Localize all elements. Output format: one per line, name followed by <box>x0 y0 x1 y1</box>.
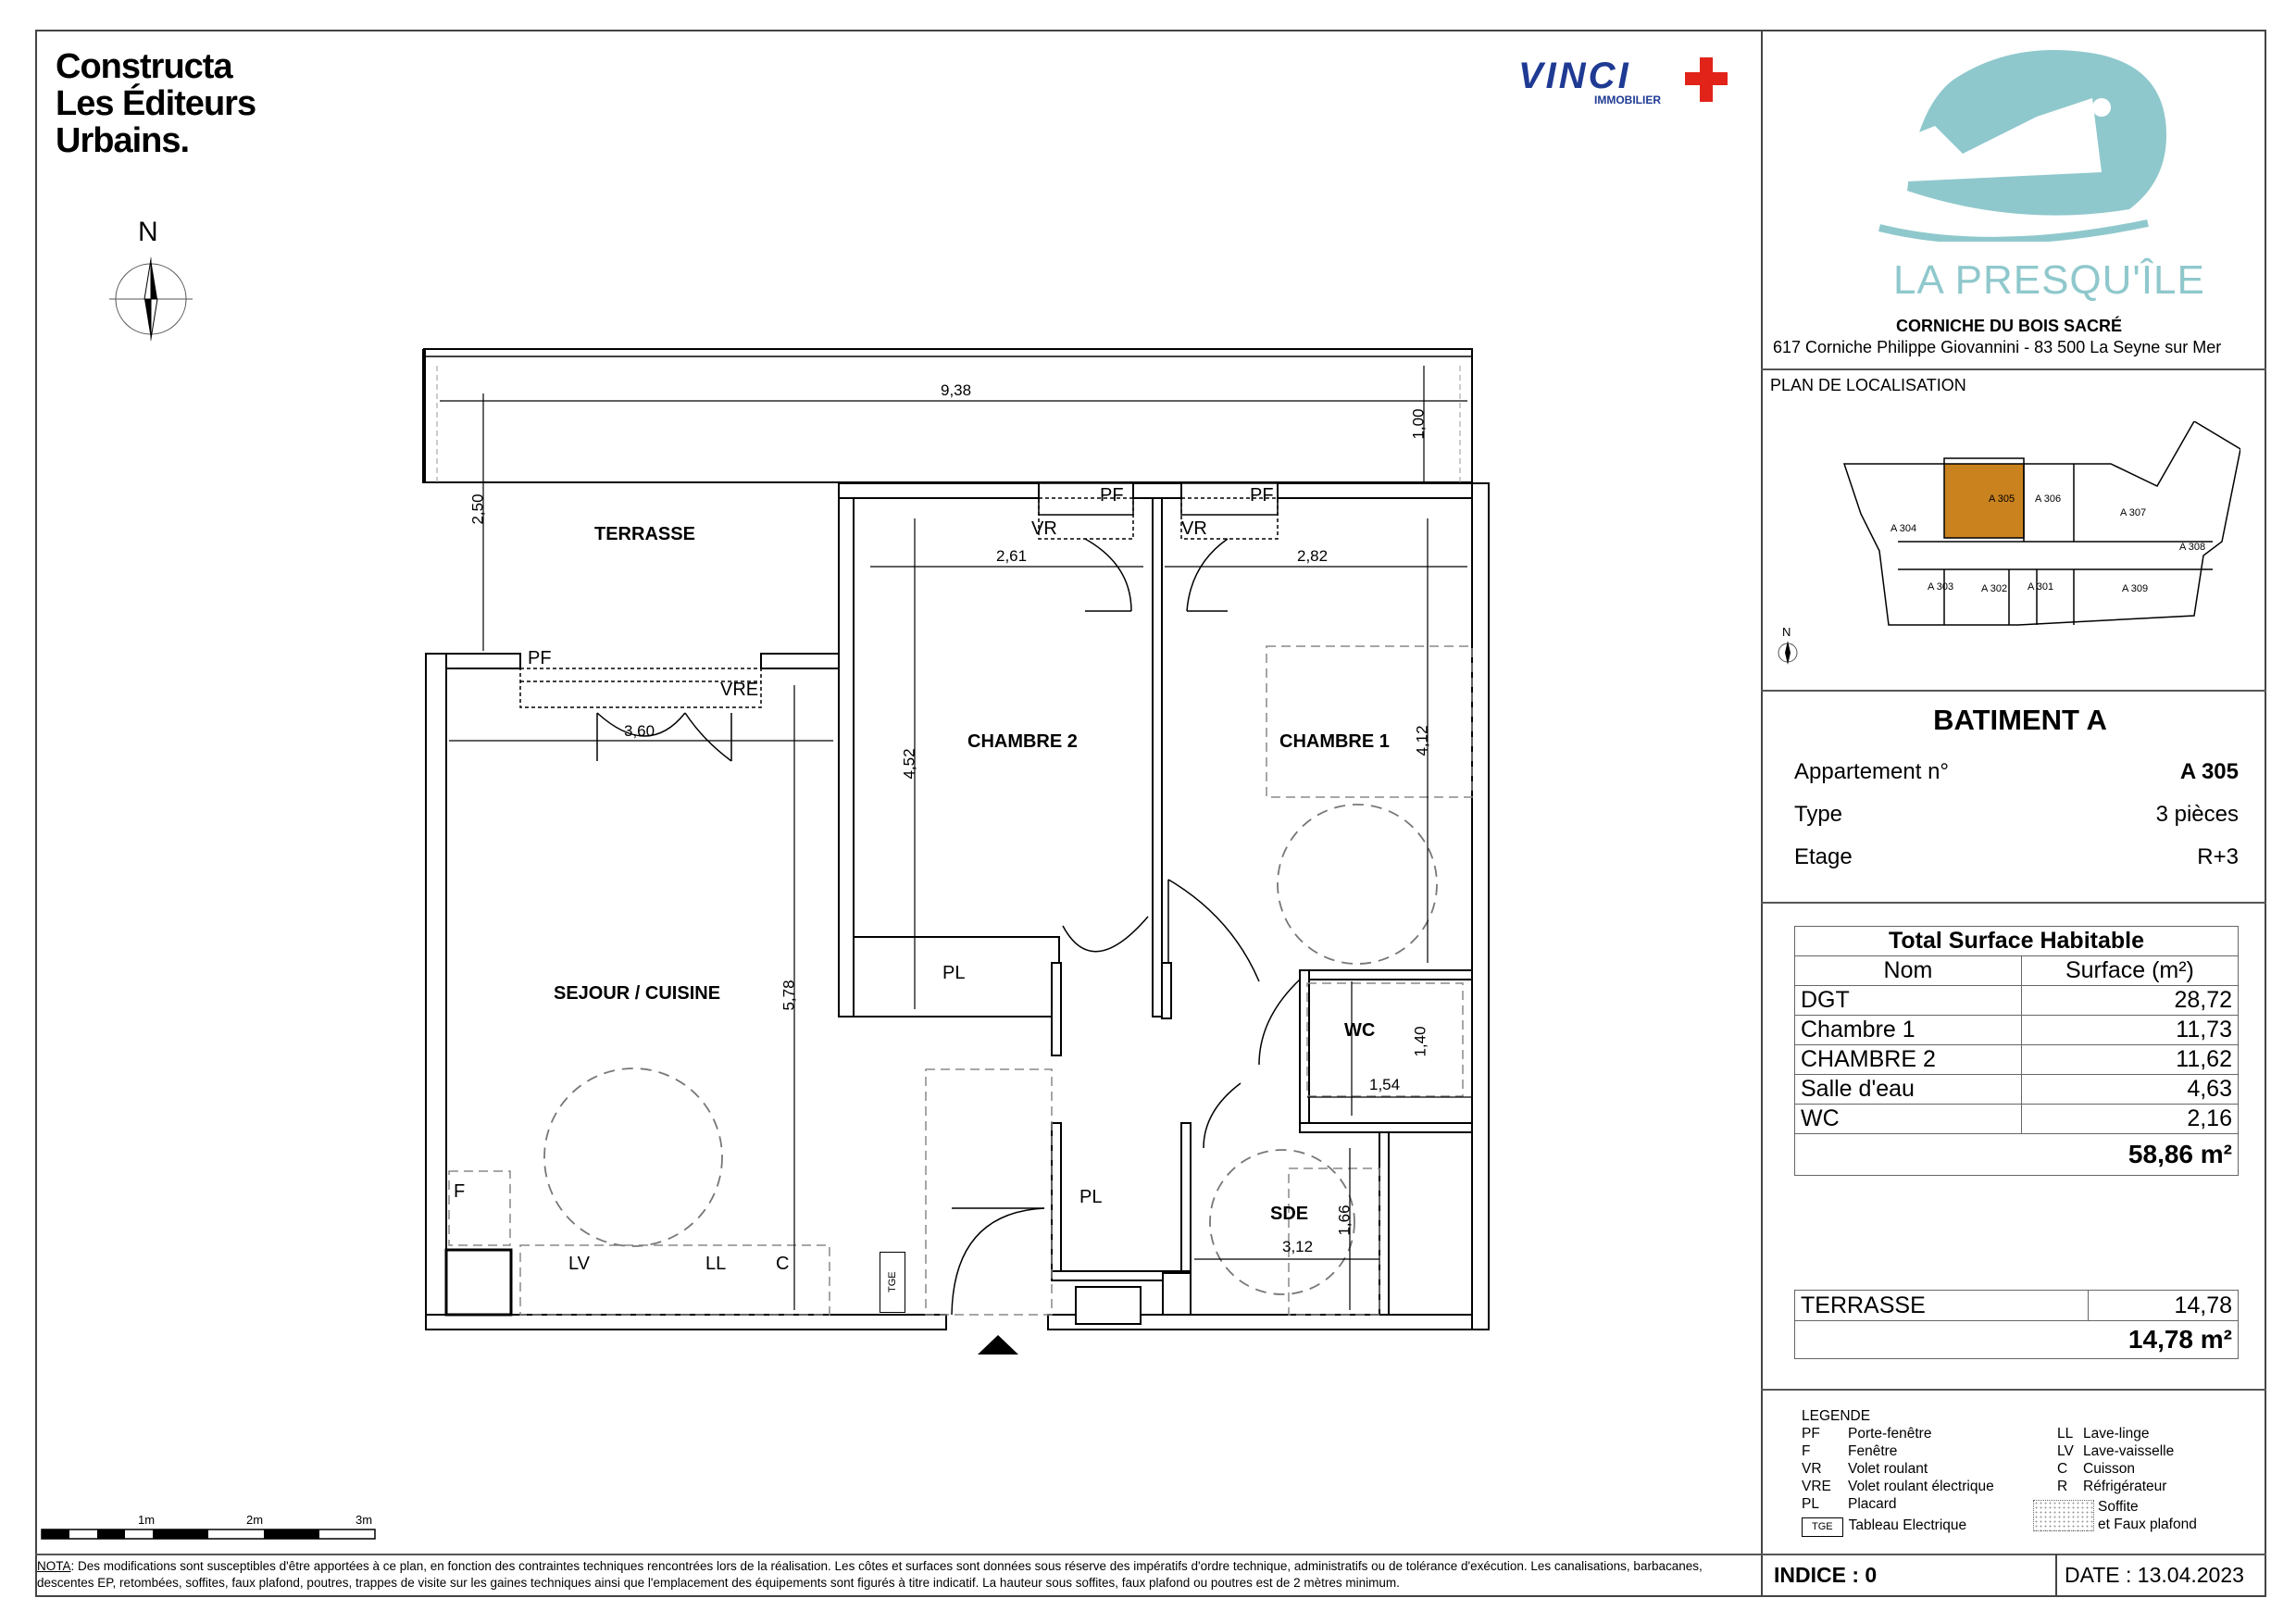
project-address: 617 Corniche Philippe Giovannini - 83 500 La Seyne sur Mer <box>1773 338 2222 356</box>
unit-a308: A 308 <box>2179 542 2206 553</box>
brand-line-2: Les Éditeurs <box>56 84 256 123</box>
table-row <box>1795 986 2239 1016</box>
compass-north-label: N <box>138 217 158 247</box>
table-row <box>1795 1105 2239 1134</box>
unit-a307: A 307 <box>2120 507 2147 518</box>
legend-text: Réfrigérateur <box>2083 1479 2167 1494</box>
legend-text: Tableau Electrique <box>1848 1517 1967 1533</box>
tag-pl-chambre-2: PL <box>942 963 966 983</box>
room-chambre-2: CHAMBRE 2 <box>967 731 1078 752</box>
table-row <box>1795 1016 2239 1045</box>
divider <box>1761 690 2266 692</box>
legend-code: F <box>1802 1443 1811 1459</box>
legend-code: C <box>2057 1461 2068 1477</box>
note-text: : Des modifications sont susceptibles d'être apportées à ce plan, en fonction des contraintes techniques rencontrées lors de la réalisation. Les côtes et surfaces sont données sous réserve des impératifs d'ordre technique, administratifs ou de tolérance d'exécution. Les canalisations, barbacanes, descentes EP, retombées, soffites, faux plafond, poutres, trappes de visite sur les gaines techniques ainsi que l'emplacement des équipements sont figurés à titre indicatif. La hauteur sous soffites, faux plafond ou poutres est de 2 mètres minimum. <box>37 1559 1703 1590</box>
apartment-value: A 305 <box>2179 759 2239 784</box>
room-terrasse: TERRASSE <box>594 524 695 544</box>
legend-text: Volet roulant <box>1848 1461 1928 1477</box>
apartment-label: Appartement n° <box>1794 759 1950 784</box>
legend-text: Porte-fenêtre <box>1848 1426 1932 1442</box>
unit-a305: A 305 <box>1989 493 2015 505</box>
type-value: 3 pièces <box>2155 802 2239 827</box>
legend-item <box>1802 1442 2098 1460</box>
soffit-line-2: et Faux plafond <box>2098 1517 2197 1532</box>
tag-vre: VRE <box>720 680 759 700</box>
building-title: BATIMENT A <box>1933 704 2107 736</box>
room-wc: WC <box>1344 1020 1376 1041</box>
unit-a304: A 304 <box>1890 523 1917 534</box>
legend-code: VR <box>1802 1461 1822 1477</box>
legend-item <box>2057 1442 2242 1460</box>
tag-f: F <box>454 1181 466 1202</box>
row-value: 4,63 <box>2021 1075 2238 1105</box>
location-north-label: N <box>1782 625 1791 639</box>
terrace-total: 14,78 m² <box>1795 1321 2239 1359</box>
row-name: DGT <box>1795 986 2022 1016</box>
floor-label: Etage <box>1794 844 1853 869</box>
row-value: 28,72 <box>2021 986 2238 1016</box>
dim-4-12: 4,12 <box>1413 725 1431 756</box>
unit-a302: A 302 <box>1981 583 2008 594</box>
legend-code: LV <box>2057 1443 2074 1459</box>
dim-1-66: 1,66 <box>1335 1205 1354 1236</box>
tag-lv: LV <box>568 1254 590 1274</box>
dim-2-61: 2,61 <box>996 547 1028 565</box>
tag-c: C <box>776 1254 790 1274</box>
legend-code: PF <box>1802 1426 1820 1442</box>
row-name: WC <box>1795 1105 2022 1134</box>
row-name: CHAMBRE 2 <box>1795 1045 2022 1075</box>
row-value: 2,16 <box>2021 1105 2238 1134</box>
vinci-subtitle: IMMOBILIER <box>1594 94 1661 106</box>
floor-value: R+3 <box>2197 844 2239 869</box>
brand-line-3: Urbains. <box>56 121 190 160</box>
tag-vr-chambre-2: VR <box>1031 518 1057 539</box>
scale-bar <box>42 1529 375 1539</box>
unit-a309: A 309 <box>2122 583 2149 594</box>
unit-a303: A 303 <box>1928 581 1954 593</box>
entrance-arrow-icon <box>978 1335 1018 1355</box>
tag-pl-entree: PL <box>1079 1187 1103 1207</box>
legend-item <box>2057 1460 2242 1478</box>
note-label: NOTA <box>37 1559 71 1573</box>
project-name: LA PRESQU'ÎLE <box>1893 257 2205 303</box>
legend-text: Fenêtre <box>1848 1443 1898 1459</box>
col-name-header: Nom <box>1795 956 2022 986</box>
table-row <box>1795 1075 2239 1105</box>
scale-label-2m: 2m <box>246 1513 264 1527</box>
brand-line-1: Constructa <box>56 47 232 86</box>
legend-item <box>1802 1425 2098 1442</box>
row-value: 11,62 <box>2021 1045 2238 1075</box>
legend-text: Volet roulant électrique <box>1848 1479 1994 1494</box>
divider <box>35 1554 2266 1555</box>
table-row <box>1795 1291 2239 1321</box>
dim-4-52: 4,52 <box>900 748 918 780</box>
legend-title: LEGENDE <box>1802 1408 1871 1424</box>
room-sde: SDE <box>1270 1204 1309 1224</box>
dim-9-38: 9,38 <box>941 381 972 399</box>
dim-2-82: 2,82 <box>1297 547 1329 565</box>
legend-code: LL <box>2057 1426 2074 1442</box>
unit-a301: A 301 <box>2028 581 2054 593</box>
divider <box>1761 368 2266 370</box>
soffit-swatch <box>2033 1500 2094 1531</box>
location-plan-title: PLAN DE LOCALISATION <box>1770 376 1966 394</box>
surface-table-title: Total Surface Habitable <box>1795 927 2239 956</box>
vinci-wordmark: VINCI <box>1518 56 1631 96</box>
tag-vr-chambre-1: VR <box>1181 518 1207 539</box>
la-presquile-logo-icon <box>1852 43 2185 242</box>
legend-item <box>1802 1478 2098 1495</box>
room-sejour-cuisine: SEJOUR / CUISINE <box>554 983 721 1004</box>
dim-3-12: 3,12 <box>1282 1238 1314 1255</box>
panel-divider <box>1761 30 1763 1597</box>
col-surface-header: Surface (m²) <box>2021 956 2238 986</box>
tag-pf-sejour: PF <box>528 648 552 668</box>
legend-code: R <box>2057 1479 2068 1494</box>
row-value: 11,73 <box>2021 1016 2238 1045</box>
legend-code: PL <box>1802 1496 1819 1512</box>
tag-tge: TGE <box>880 1252 905 1313</box>
legend-text: Lave-linge <box>2083 1426 2150 1442</box>
legend-tge-box: TGE <box>1802 1517 1843 1537</box>
location-compass-icon <box>1776 639 1800 667</box>
dim-1-00: 1,00 <box>1409 408 1428 440</box>
table-row <box>1795 1045 2239 1075</box>
dim-3-60: 3,60 <box>624 722 655 740</box>
row-name: Salle d'eau <box>1795 1075 2022 1105</box>
row-name: Chambre 1 <box>1795 1016 2022 1045</box>
legend-item <box>2057 1425 2242 1442</box>
terrace-value: 14,78 <box>2088 1291 2238 1321</box>
disclaimer-note <box>37 1558 1759 1592</box>
legend-text: Lave-vaisselle <box>2083 1443 2175 1459</box>
legend-soffit <box>2098 1498 2197 1533</box>
tag-ll: LL <box>705 1254 727 1274</box>
dim-1-40: 1,40 <box>1411 1026 1429 1057</box>
legend-item <box>2057 1478 2242 1495</box>
scale-label-1m: 1m <box>138 1513 156 1527</box>
divider <box>2055 1554 2057 1597</box>
surface-table <box>1794 926 2239 1176</box>
dim-5-78: 5,78 <box>780 980 798 1011</box>
tag-pf-chambre-2: PF <box>1100 485 1124 506</box>
surface-total: 58,86 m² <box>1795 1134 2239 1176</box>
type-label: Type <box>1794 802 1843 827</box>
date: DATE : 13.04.2023 <box>2065 1563 2244 1587</box>
unit-a306: A 306 <box>2035 493 2062 505</box>
legend-item <box>1802 1460 2098 1478</box>
divider <box>1761 902 2266 904</box>
dim-1-54: 1,54 <box>1369 1076 1401 1093</box>
dim-2-50: 2,50 <box>468 493 487 525</box>
room-chambre-1: CHAMBRE 1 <box>1279 731 1390 752</box>
tag-pf-chambre-1: PF <box>1250 485 1274 506</box>
terrace-table <box>1794 1290 2239 1359</box>
soffit-line-1: Soffite <box>2098 1499 2139 1515</box>
legend-right <box>2057 1425 2242 1495</box>
project-subtitle: CORNICHE DU BOIS SACRÉ <box>1896 317 2123 335</box>
scale-label-3m: 3m <box>356 1513 373 1527</box>
legend-text: Cuisson <box>2083 1461 2135 1477</box>
divider <box>1761 1389 2266 1391</box>
terrace-name: TERRASSE <box>1795 1291 2089 1321</box>
legend-code: VRE <box>1802 1479 1831 1494</box>
legend-text: Placard <box>1848 1496 1897 1512</box>
indice: INDICE : 0 <box>1774 1563 1878 1587</box>
